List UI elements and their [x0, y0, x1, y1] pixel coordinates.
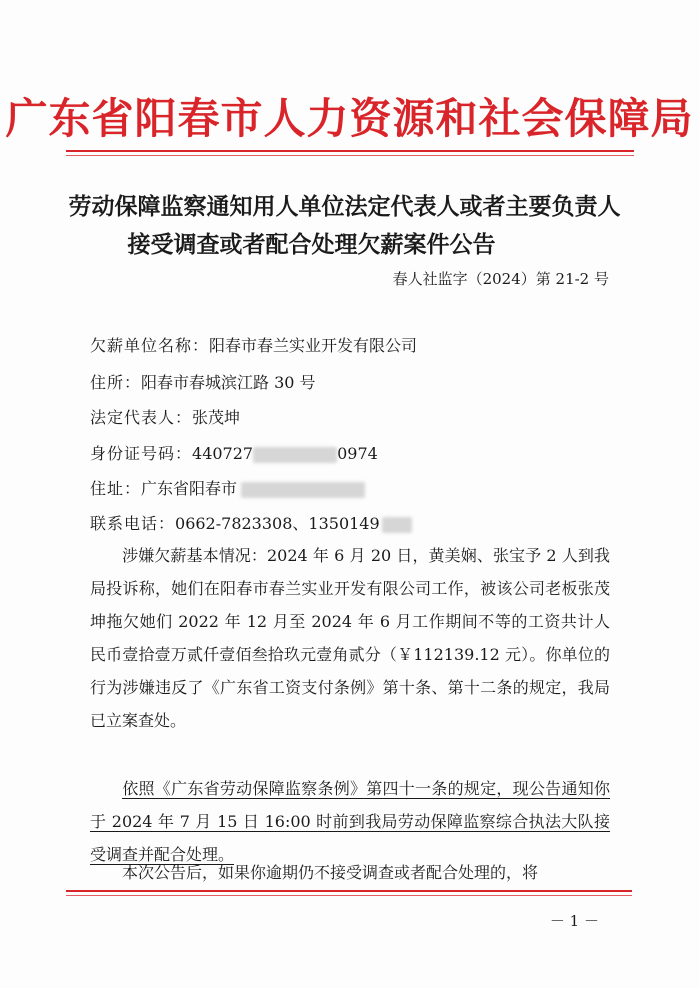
address-label: 住所：: [90, 373, 142, 392]
document-number: 春人社监字（2024）第 21-2 号: [392, 270, 609, 288]
address-value: 阳春市春城滨江路 30 号: [141, 373, 316, 392]
notice-title-line1: 劳动保障监察通知用人单位法定代表人或者主要负责人: [68, 193, 621, 220]
case-summary-text: 涉嫌欠薪基本情况：2024 年 6 月 20 日，黄美娴、张宝予 2 人到我局投诉称，她们在阳春市春兰实业开发有限公司工作，被该公司老板张茂坤拖欠她们 2022 年 12 月至 2024 年 6 月工作期间不等的工资共计人民币壹拾壹万贰仟壹佰叁拾玖元壹角贰分（￥112139.12 元）。你单位的行为涉嫌违反了《广东省工资支付条例》第十条、第十二条的规定，我局已立案查处。: [90, 546, 610, 730]
case-summary-paragraph: [90, 539, 610, 737]
phone-label: 联系电话：: [90, 514, 176, 533]
residence-value: 广东省阳春市: [141, 479, 238, 498]
consequence-text: 本次公告后，如果你逾期仍不接受调查或者配合处理的，将: [122, 863, 539, 882]
footer-divider-thin: [66, 895, 632, 896]
notice-instruction-text: 依照《广东省劳动保障监察条例》第四十一条的规定，现公告通知你于 2024 年 7 月 15 日 16:00 时前到我局劳动保障监察综合执法大队接受调查并配合处理。: [90, 779, 610, 864]
field-legal-rep: [90, 405, 240, 428]
masthead-divider-thin: [66, 155, 634, 156]
notice-title-line2: 接受调查或者配合处理欠薪案件公告: [127, 231, 496, 258]
field-company: [90, 333, 417, 356]
company-label: 欠薪单位名称：: [90, 336, 210, 355]
legal-rep-label: 法定代表人：: [90, 408, 193, 427]
id-number-redaction: [253, 447, 337, 463]
company-value: 阳春市春兰实业开发有限公司: [209, 336, 418, 355]
field-id-number: [90, 441, 378, 464]
masthead-divider: [66, 150, 634, 152]
footer-divider: [66, 890, 632, 892]
field-address: [90, 370, 316, 393]
id-number-label: 身份证号码：: [90, 444, 193, 463]
consequence-paragraph: [90, 856, 610, 889]
field-residence: [90, 476, 365, 499]
phone-value: 0662-7823308、1350149: [175, 514, 380, 533]
agency-masthead: 广东省阳春市人力资源和社会保障局: [5, 94, 694, 143]
page-number: － 1 －: [549, 912, 599, 930]
residence-redaction: [241, 482, 365, 498]
legal-rep-value: 张茂坤: [192, 408, 241, 427]
phone-redaction: [382, 517, 412, 533]
id-number-suffix: 0974: [337, 444, 378, 463]
residence-label: 住址：: [90, 479, 142, 498]
field-phone: [90, 511, 412, 534]
id-number-prefix: 440727: [192, 444, 254, 463]
